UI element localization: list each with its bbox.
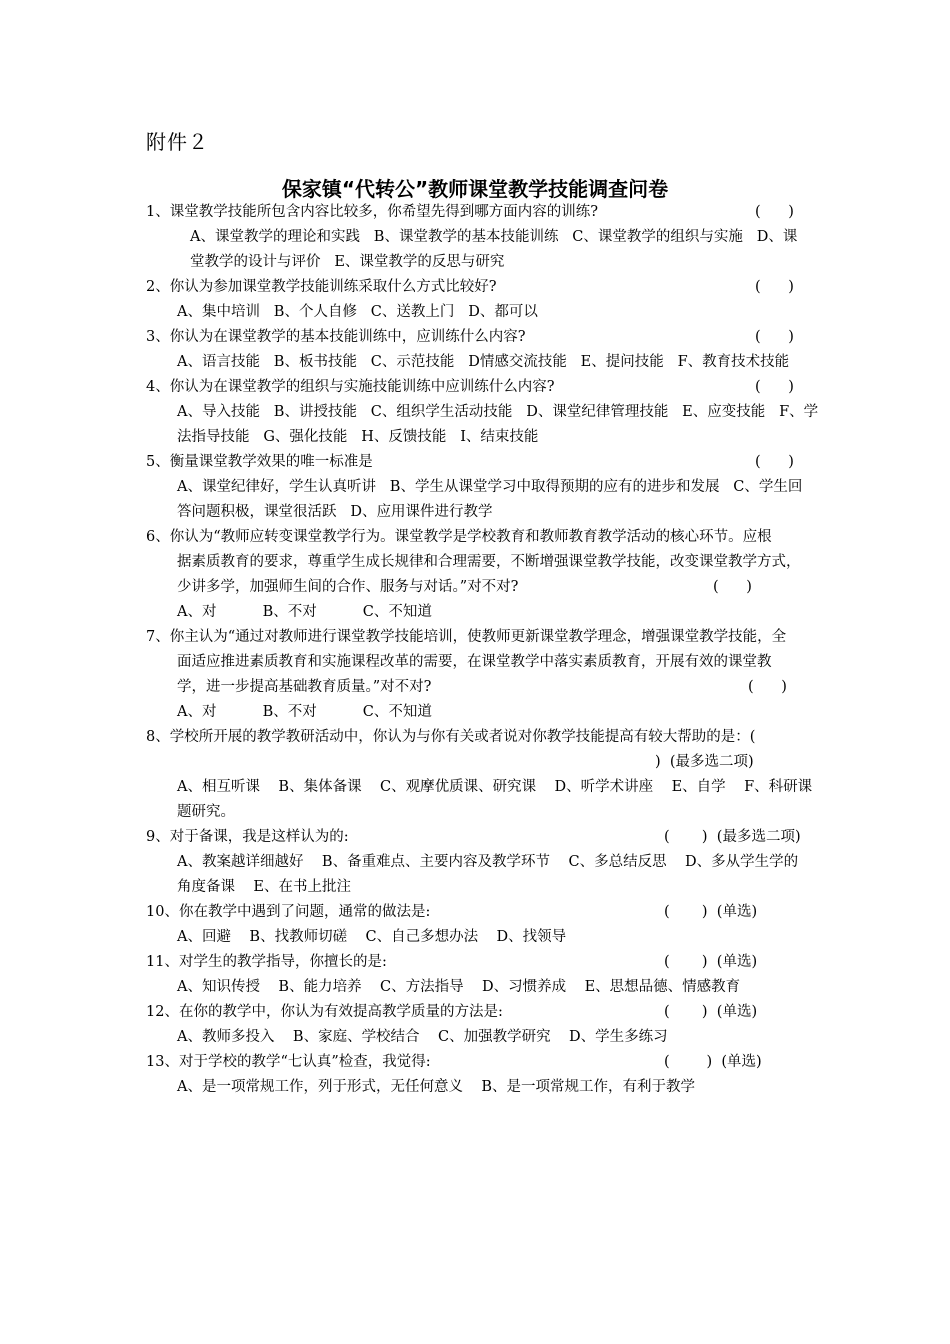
question-13-options: A、是一项常规工作，列于形式，无任何意义 B、是一项常规工作，有利于教学 (177, 1079, 696, 1095)
question-10: 10、你在教学中遇到了问题，通常的做法是: (146, 904, 431, 920)
answer-blank-5: ( ) (755, 454, 794, 470)
answer-blank-10: ( ) (单选) (664, 904, 758, 920)
question-11: 11、对学生的教学指导，你擅长的是: (146, 954, 387, 970)
answer-blank-4: ( ) (755, 379, 794, 395)
question-1-options: A、课堂教学的理论和实践 B、课堂教学的基本技能训练 C、课堂教学的组织与实施 D、课 (190, 229, 798, 245)
question-1: 1、课堂教学技能所包含内容比较多，你希望先得到哪方面内容的训练? (146, 204, 598, 220)
question-12-options: A、教师多投入 B、家庭、学校结合 C、加强教学研究 D、学生多练习 (177, 1029, 668, 1045)
question-3: 3、你认为在课堂教学的基本技能训练中，应训练什么内容? (146, 329, 526, 345)
answer-blank-13: ( ) (单选) (664, 1054, 762, 1070)
question-7-cont-2: 学，进一步提高基础教育质量。”对不对? (177, 679, 432, 695)
question-6: 6、你认为“教师应转变课堂教学行为。课堂教学是学校教育和教师教育教学活动的核心环节。应根 (146, 529, 772, 545)
question-11-options: A、知识传授 B、能力培养 C、方法指导 D、习惯养成 E、思想品德、情感教育 (177, 979, 741, 995)
question-8-options-cont: 题研究。 (177, 804, 235, 820)
question-1-options-cont: 堂教学的设计与评价 E、课堂教学的反思与研究 (190, 254, 505, 270)
question-6-cont-2: 少讲多学，加强师生间的合作、服务与对话。”对不对? (177, 579, 519, 595)
question-12: 12、在你的教学中，你认为有效提高教学质量的方法是: (146, 1004, 503, 1020)
answer-blank-7: ( ) (748, 679, 787, 695)
question-7: 7、你主认为“通过对教师进行课堂教学技能培训，使教师更新课堂教学理念，增强课堂教学技能，全 (146, 629, 787, 645)
question-9: 9、对于备课，我是这样认为的: (146, 829, 349, 845)
question-8: 8、学校所开展的教学教研活动中，你认为与你有关或者说对你教学技能提高有较大帮助的是：( (146, 729, 756, 745)
answer-blank-2: ( ) (755, 279, 794, 295)
answer-blank-6: ( ) (713, 579, 752, 595)
question-4: 4、你认为在课堂教学的组织与实施技能训练中应训练什么内容? (146, 379, 555, 395)
answer-blank-9: ( ) (最多选二项) (664, 829, 801, 845)
question-10-options: A、回避 B、找教师切磋 C、自己多想办法 D、找领导 (177, 929, 567, 945)
attachment-label: 附件２ (146, 130, 209, 154)
question-2: 2、你认为参加课堂教学技能训练采取什么方式比较好? (146, 279, 497, 295)
question-5-options: A、课堂纪律好，学生认真听讲 B、学生从课堂学习中取得预期的应有的进步和发展 C、学生回 (177, 479, 803, 495)
question-7-cont-1: 面适应推进素质教育和实施课程改革的需要，在课堂教学中落实素质教育，开展有效的课堂教 (177, 654, 772, 670)
question-6-options: A、对 B、不对 C、不知道 (177, 604, 432, 620)
question-4-options: A、导入技能 B、讲授技能 C、组织学生活动技能 D、课堂纪律管理技能 E、应变技能 F、学 (177, 404, 819, 420)
question-6-cont-1: 据素质教育的要求，尊重学生成长规律和合理需要，不断增强课堂教学技能，改变课堂教学方式， (177, 554, 801, 570)
document-title: 保家镇“代转公”教师课堂教学技能调查问卷 (281, 177, 669, 201)
question-8-options: A、相互听课 B、集体备课 C、观摩优质课、研究课 D、听学术讲座 E、自学 F、科研课 (177, 779, 813, 795)
question-2-options: A、集中培训 B、个人自修 C、送教上门 D、都可以 (177, 304, 538, 320)
question-7-options: A、对 B、不对 C、不知道 (177, 704, 432, 720)
question-4-options-cont: 法指导技能 G、强化技能 H、反馈技能 I、结束技能 (177, 429, 539, 445)
answer-blank-12: ( ) (单选) (664, 1004, 758, 1020)
question-9-options-cont: 角度备课 E、在书上批注 (177, 879, 352, 895)
question-9-options: A、教案越详细越好 B、备重难点、主要内容及教学环节 C、多总结反思 D、多从学生学的 (177, 854, 799, 870)
question-3-options: A、语言技能 B、板书技能 C、示范技能 D情感交流技能 E、提问技能 F、教育技术技能 (177, 354, 790, 370)
answer-blank-11: ( ) (单选) (664, 954, 758, 970)
question-5: 5、衡量课堂教学效果的唯一标准是 (146, 454, 373, 470)
question-13: 13、对于学校的教学“七认真”检查，我觉得: (146, 1054, 431, 1070)
answer-blank-8: ) (最多选二项) (655, 754, 754, 770)
answer-blank-1: ( ) (755, 204, 794, 220)
answer-blank-3: ( ) (755, 329, 794, 345)
question-5-options-cont: 答问题积极，课堂很活跃 D、应用课件进行教学 (177, 504, 493, 520)
